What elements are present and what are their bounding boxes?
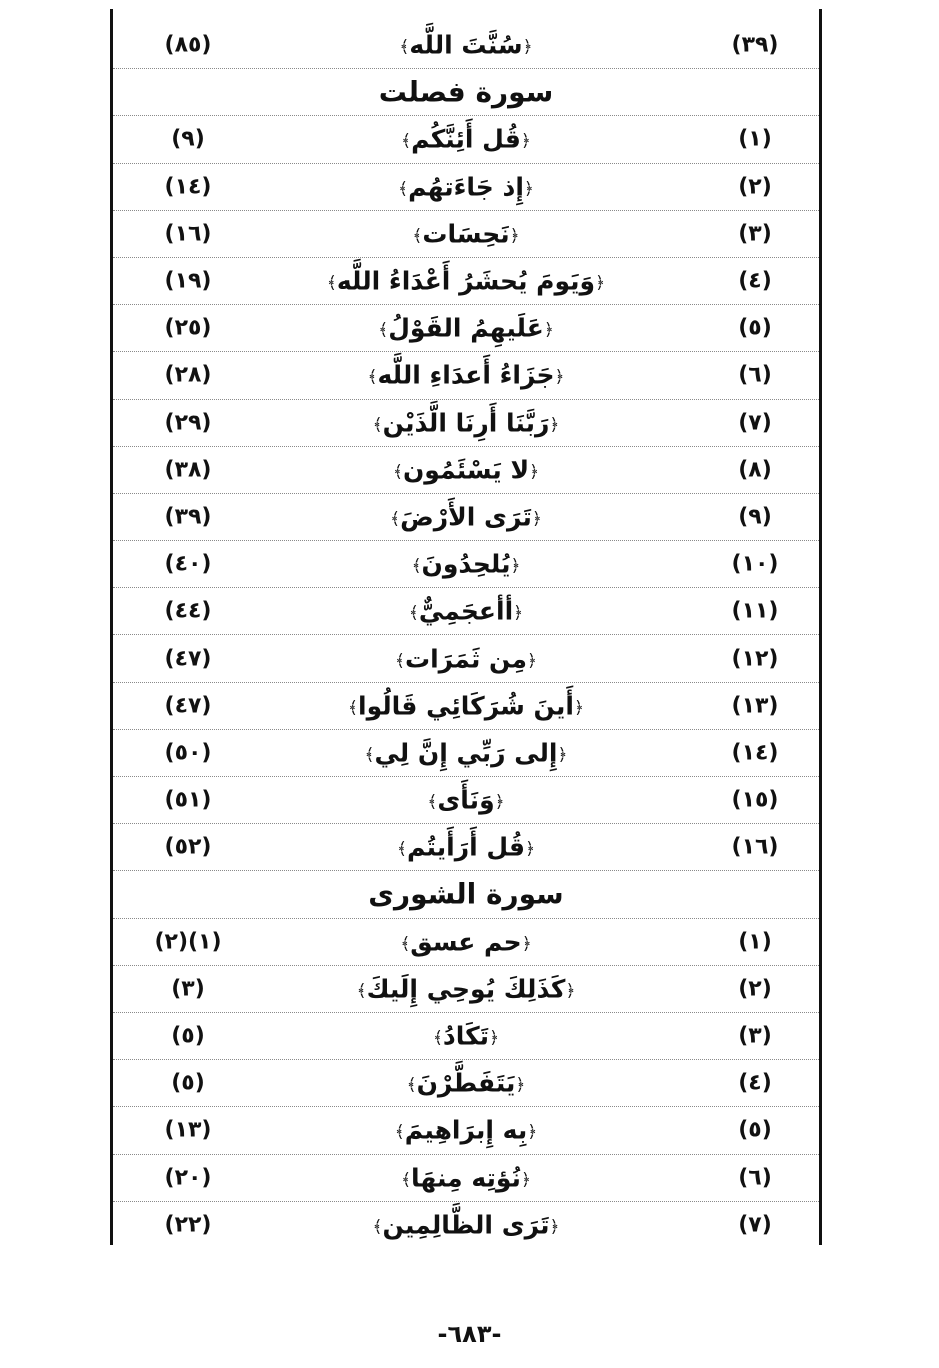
quran-word	[357, 974, 576, 1003]
ornate-bracket-close-icon: ﴾	[326, 273, 337, 294]
ornate-bracket-open-icon: ﴿	[509, 225, 520, 246]
ornate-bracket-open-icon: ﴿	[520, 1169, 531, 1190]
ornate-bracket-open-icon: ﴿	[549, 414, 560, 435]
verse-reference: (٤٧)	[164, 693, 212, 719]
entry-number: (٩)	[738, 504, 772, 530]
entry-number: (٢)	[738, 174, 772, 200]
quran-word-text: وَيَومَ يُحشَرُ أَعْدَاءُ اللَّه	[336, 266, 596, 296]
verse-reference: (٥١)	[164, 787, 212, 813]
verse-reference: (٢٨)	[164, 362, 212, 388]
verse-reference: (٥٢)	[164, 834, 212, 860]
entry-number: (١٦)	[731, 834, 779, 860]
table-row	[113, 305, 819, 352]
ornate-bracket-open-icon: ﴿	[523, 178, 534, 199]
ornate-bracket-close-icon: ﴾	[364, 744, 375, 765]
entry-number: (٨)	[738, 457, 772, 483]
ornate-bracket-open-icon: ﴿	[574, 697, 584, 718]
ornate-bracket-open-icon: ﴿	[527, 1122, 538, 1143]
entries-list	[113, 22, 819, 1249]
table-row	[113, 400, 819, 447]
ornate-bracket-open-icon: ﴿	[525, 839, 536, 860]
table-row	[113, 447, 819, 494]
ornate-bracket-open-icon: ﴿	[515, 1075, 526, 1096]
table-row	[113, 352, 819, 399]
table-row	[113, 211, 819, 258]
entry-number: (٧)	[738, 1212, 772, 1238]
table-row	[113, 824, 819, 871]
entry-number: (٣٩)	[731, 32, 779, 58]
verse-reference: (٢٠)	[164, 1165, 212, 1191]
quran-word	[395, 1116, 537, 1145]
entry-number: (١١)	[731, 598, 779, 624]
quran-word	[412, 219, 519, 248]
entry-number: (٦)	[738, 1165, 772, 1191]
verse-reference: (١٣)	[164, 1117, 212, 1143]
ornate-bracket-open-icon: ﴿	[521, 933, 532, 954]
table-row	[113, 164, 819, 211]
quran-word	[433, 1022, 499, 1051]
verse-reference: (٢٢)	[164, 1212, 212, 1238]
table-row	[113, 1107, 819, 1154]
table-row	[113, 1155, 819, 1202]
quran-word	[397, 833, 535, 862]
quran-word	[393, 455, 539, 484]
ornate-bracket-open-icon: ﴿	[489, 1028, 500, 1049]
quran-word-text: تَرَى الأَرْضَ	[400, 502, 532, 532]
quran-word	[348, 691, 584, 720]
table-row	[113, 22, 819, 69]
ornate-bracket-close-icon: ﴾	[412, 225, 423, 246]
quran-word-text: يَتَفَطَّرْنَ	[416, 1068, 516, 1098]
table-row	[113, 494, 819, 541]
table-row	[113, 116, 819, 163]
quran-word	[409, 597, 523, 626]
entry-number: (١٠)	[731, 551, 779, 577]
verse-reference: (١٩)	[164, 268, 212, 294]
table-frame	[110, 9, 822, 1245]
ornate-bracket-open-icon: ﴿	[554, 367, 565, 388]
ornate-bracket-open-icon: ﴿	[549, 1217, 560, 1238]
ornate-bracket-close-icon: ﴾	[367, 367, 378, 388]
entry-number: (٥)	[738, 315, 772, 341]
sura-heading-row	[113, 69, 819, 116]
verse-reference: (٥)	[171, 1023, 205, 1049]
quran-word-text: نَحِسَات	[422, 219, 510, 249]
table-row	[113, 258, 819, 305]
table-row	[113, 683, 819, 730]
verse-reference: (٨٥)	[164, 32, 212, 58]
quran-word	[367, 361, 564, 390]
quran-word	[407, 1069, 526, 1098]
table-row	[113, 919, 819, 966]
quran-word	[398, 172, 534, 201]
ornate-bracket-open-icon: ﴿	[529, 461, 540, 482]
ornate-bracket-close-icon: ﴾	[406, 1075, 417, 1096]
verse-reference: (٤٤)	[164, 598, 212, 624]
quran-word	[365, 738, 568, 767]
ornate-bracket-open-icon: ﴿	[565, 980, 576, 1001]
ornate-bracket-close-icon: ﴾	[398, 178, 409, 199]
quran-word-text: إِذ جَاءَتهُم	[408, 172, 524, 202]
quran-word-text: تَرَى الظَّالِمِين	[382, 1210, 550, 1240]
table-row	[113, 588, 819, 635]
entry-number: (١٢)	[731, 646, 779, 672]
quran-word-text: عَلَيهِمُ القَوْلُ	[388, 313, 544, 343]
sura-title: سورة فصلت	[378, 75, 554, 109]
entry-number: (٧)	[738, 410, 772, 436]
ornate-bracket-open-icon: ﴿	[510, 556, 521, 577]
verse-reference: (٩)	[171, 126, 205, 152]
entry-number: (١)	[738, 929, 772, 955]
entry-number: (٣)	[738, 221, 772, 247]
quran-word-text: يُلحِدُونَ	[421, 549, 511, 579]
verse-reference: (٣٨)	[164, 457, 212, 483]
quran-word	[399, 31, 532, 60]
quran-word-text: بِه إِبرَاهِيمَ	[404, 1115, 528, 1145]
quran-word-text: حم عسق	[410, 927, 522, 957]
quran-word-text: أَينَ شُرَكَائِي قَالُوا	[358, 691, 574, 721]
quran-word	[412, 550, 521, 579]
quran-word-text: رَبَّنَا أَرِنَا الَّذَيْن	[382, 408, 550, 438]
ornate-bracket-open-icon: ﴿	[527, 650, 538, 671]
verse-reference: (٤٧)	[164, 646, 212, 672]
verse-reference: (٥)	[171, 1070, 205, 1096]
entry-number: (٢)	[738, 976, 772, 1002]
verse-reference: (٢٩)	[164, 410, 212, 436]
verse-reference: (٤٠)	[164, 551, 212, 577]
entry-number: (١٤)	[731, 740, 779, 766]
ornate-bracket-open-icon: ﴿	[543, 320, 554, 341]
sura-title: سورة الشورى	[368, 877, 564, 911]
table-row	[113, 777, 819, 824]
table-row	[113, 1013, 819, 1060]
quran-word	[395, 644, 537, 673]
quran-word-text: قُل أَرَأَيتُم	[406, 832, 526, 862]
ornate-bracket-open-icon: ﴿	[513, 603, 524, 624]
quran-word-text: أأعجَمِيٌّ	[418, 596, 514, 626]
ornate-bracket-close-icon: ﴾	[356, 980, 367, 1001]
verse-reference: (٥٠)	[164, 740, 212, 766]
ornate-bracket-close-icon: ﴾	[400, 933, 411, 954]
page-number: -٦٨٣-	[437, 1320, 502, 1348]
quran-word	[372, 1211, 559, 1240]
entry-number: (٦)	[738, 362, 772, 388]
verse-reference: (١)(٢)	[154, 929, 222, 955]
table-row	[113, 635, 819, 682]
ornate-bracket-close-icon: ﴾	[372, 414, 383, 435]
entry-number: (١)	[738, 126, 772, 152]
ornate-bracket-close-icon: ﴾	[390, 508, 401, 529]
entry-number: (٤)	[738, 268, 772, 294]
table-row	[113, 966, 819, 1013]
ornate-bracket-close-icon: ﴾	[408, 603, 419, 624]
ornate-bracket-close-icon: ﴾	[372, 1217, 383, 1238]
entry-number: (٤)	[738, 1070, 772, 1096]
ornate-bracket-open-icon: ﴿	[520, 131, 531, 152]
sura-heading-row	[113, 871, 819, 918]
quran-word-text: مِن ثَمَرَات	[404, 644, 528, 674]
ornate-bracket-close-icon: ﴾	[378, 320, 389, 341]
verse-reference: (٢٥)	[164, 315, 212, 341]
quran-word	[401, 125, 531, 154]
table-row	[113, 1060, 819, 1107]
quran-word	[401, 1163, 531, 1192]
entry-number: (١٥)	[731, 787, 779, 813]
table-row	[113, 730, 819, 777]
quran-word	[373, 408, 560, 437]
table-row	[113, 541, 819, 588]
ornate-bracket-open-icon: ﴿	[494, 792, 505, 813]
quran-word	[378, 314, 554, 343]
verse-reference: (١٦)	[164, 221, 212, 247]
quran-word-text: تَكَادُ	[442, 1021, 490, 1051]
entry-number: (٣)	[738, 1023, 772, 1049]
verse-reference: (١٤)	[164, 174, 212, 200]
quran-word-text: وَنَأَى	[437, 785, 495, 815]
quran-word	[327, 267, 605, 296]
quran-word-text: جَزَاءُ أَعدَاءِ اللَّه	[377, 360, 555, 390]
quran-word	[400, 927, 531, 956]
ornate-bracket-open-icon: ﴿	[557, 744, 568, 765]
quran-word-text: نُؤتِه مِنهَا	[411, 1163, 521, 1193]
ornate-bracket-close-icon: ﴾	[399, 37, 410, 58]
quran-word-text: كَذَلِكَ يُوحِي إِلَيكَ	[366, 974, 566, 1004]
quran-word-text: سُنَّتَ اللَّه	[409, 30, 523, 60]
entry-number: (٥)	[738, 1117, 772, 1143]
quran-word-text: قُل أَئِنَّكُم	[411, 124, 521, 154]
ornate-bracket-close-icon: ﴾	[392, 461, 403, 482]
verse-reference: (٣)	[171, 976, 205, 1002]
ornate-bracket-open-icon: ﴿	[522, 37, 533, 58]
ornate-bracket-open-icon: ﴿	[531, 508, 542, 529]
quran-word-text: إِلى رَبِّي إِنَّ لِي	[374, 738, 558, 768]
ornate-bracket-close-icon: ﴾	[411, 556, 422, 577]
entry-number: (١٣)	[731, 693, 779, 719]
ornate-bracket-close-icon: ﴾	[432, 1028, 443, 1049]
ornate-bracket-close-icon: ﴾	[401, 1169, 412, 1190]
ornate-bracket-close-icon: ﴾	[394, 650, 405, 671]
ornate-bracket-close-icon: ﴾	[401, 131, 412, 152]
ornate-bracket-close-icon: ﴾	[394, 1122, 405, 1143]
ornate-bracket-open-icon: ﴿	[595, 273, 606, 294]
quran-word-text: لا يَسْئَمُون	[402, 455, 530, 485]
verse-reference: (٣٩)	[164, 504, 212, 530]
ornate-bracket-close-icon: ﴾	[427, 792, 438, 813]
ornate-bracket-close-icon: ﴾	[396, 839, 407, 860]
quran-word	[390, 502, 542, 531]
ornate-bracket-close-icon: ﴾	[348, 697, 358, 718]
quran-word	[427, 786, 504, 815]
table-row	[113, 1202, 819, 1249]
